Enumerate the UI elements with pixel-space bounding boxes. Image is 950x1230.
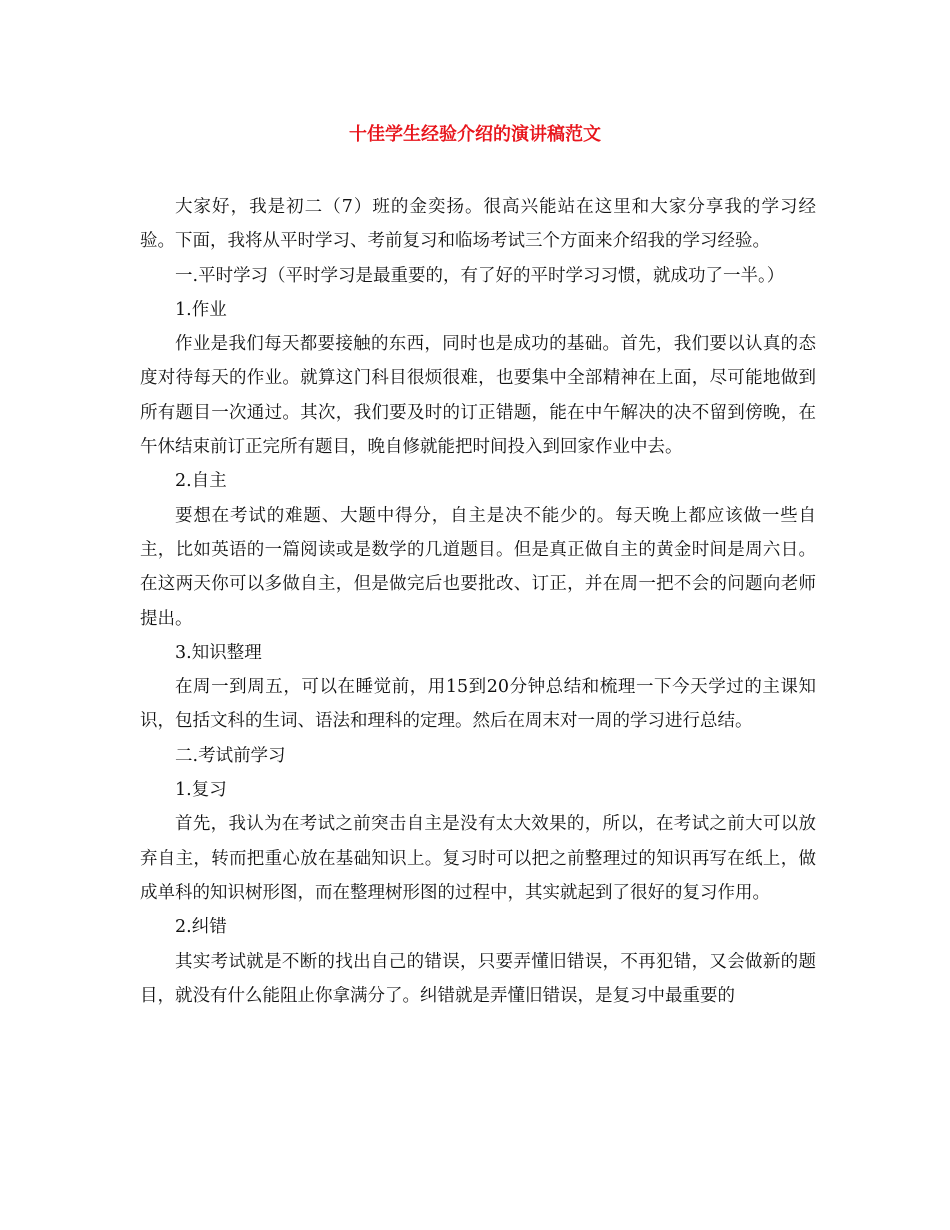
paragraph-review: 首先，我认为在考试之前突击自主是没有太大效果的，所以，在考试之前大可以放弃自主，转而把重心放在基础知识上。复习时可以把之前整理过的知识再写在纸上，做成单科的知识树形图，而在整理树形图的过程中，其实就起到了很好的复习作用。 (140, 814, 816, 903)
section-heading-pre-exam: 二.考试前学习 (175, 745, 286, 766)
subheading-self-study: 2.自主 (175, 471, 227, 492)
paragraph-knowledge-organizing: 在周一到周五，可以在睡觉前，用15到20分钟总结和梳理一下今天学过的主课知识，包括文科的生词、语法和理科的定理。然后在周末对一周的学习进行总结。 (140, 677, 816, 732)
paragraph-error-correction: 其实考试就是不断的找出自己的错误，只要弄懂旧错误，不再犯错，又会做新的题目，就没有什么能阻止你拿满分了。纠错就是弄懂旧错误，是复习中最重要的 (140, 951, 816, 1006)
subheading-error-correction: 2.纠错 (175, 917, 227, 938)
subheading-homework: 1.作业 (175, 299, 227, 320)
paragraph-self-study: 要想在考试的难题、大题中得分，自主是决不能少的。每天晚上都应该做一些自主，比如英语的一篇阅读或是数学的几道题目。但是真正做自主的黄金时间是周六日。在这两天你可以多做自主，但是做完后也要批改、订正，并在周一把不会的问题向老师提出。 (140, 505, 816, 629)
subheading-knowledge-organizing: 3.知识整理 (175, 642, 262, 663)
section-heading-daily-study: 一.平时学习（平时学习是最重要的，有了好的平时学习习惯，就成功了一半。） (175, 265, 785, 286)
paragraph-greeting: 大家好，我是初二（7）班的金奕扬。很高兴能站在这里和大家分享我的学习经验。下面，我将从平时学习、考前复习和临场考试三个方面来介绍我的学习经验。 (140, 197, 816, 252)
paragraph-homework: 作业是我们每天都要接触的东西，同时也是成功的基础。首先，我们要以认真的态度对待每天的作业。就算这门科目很烦很难，也要集中全部精神在上面，尽可能地做到所有题目一次通过。其次，我们要及时的订正错题，能在中午解决的决不留到傍晚，在午休结束前订正完所有题目，晚自修就能把时间投入到回家作业中去。 (140, 334, 816, 458)
document-body (140, 190, 816, 1013)
document-title: 十佳学生经验介绍的演讲稿范文 (349, 124, 601, 145)
subheading-review: 1.复习 (175, 780, 227, 801)
